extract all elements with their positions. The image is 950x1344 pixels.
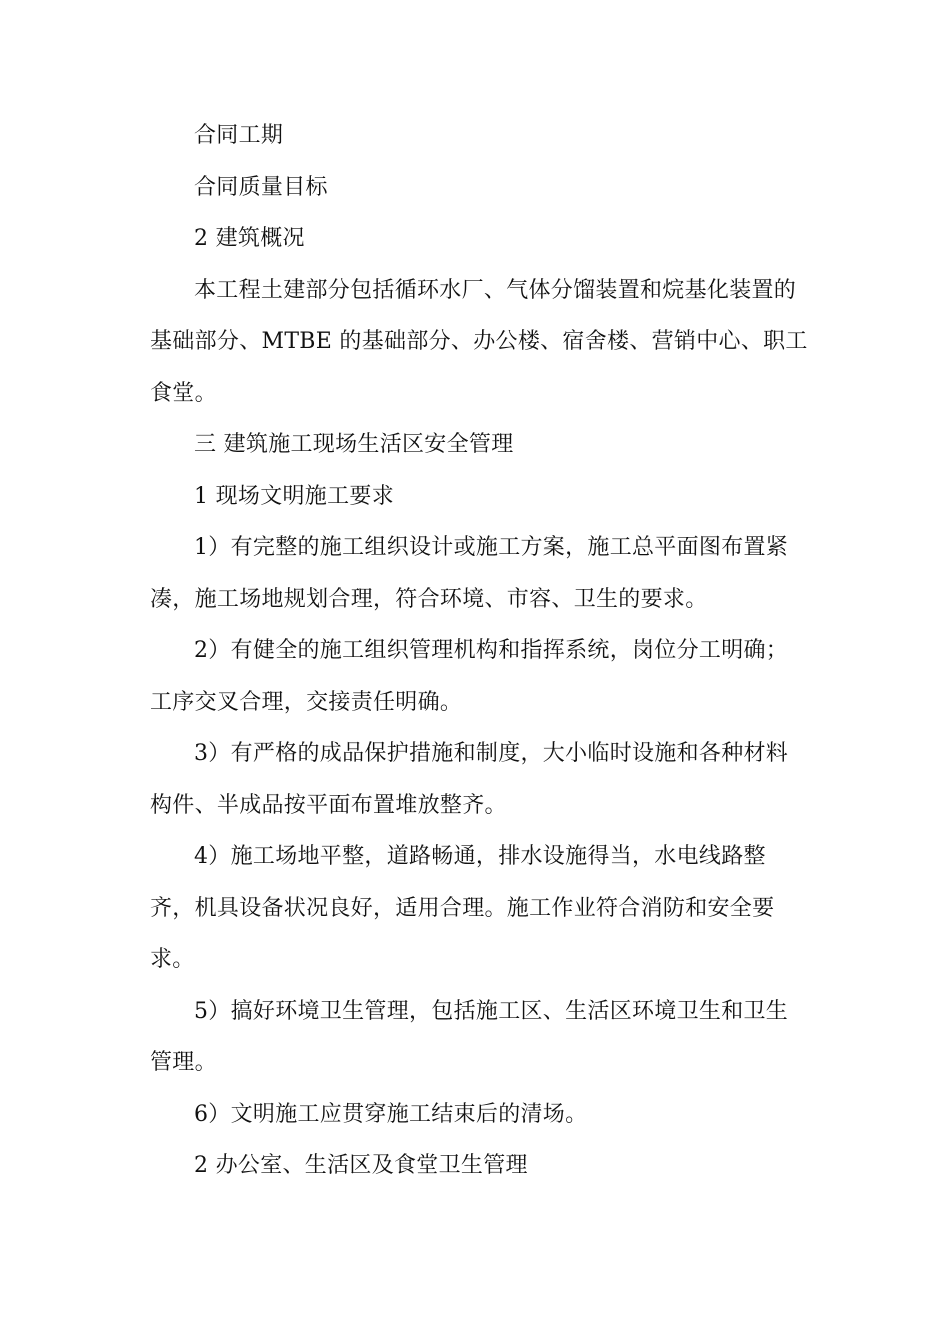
paragraph-line: 食堂。 <box>150 380 217 406</box>
contract-period-heading: 合同工期 <box>194 123 284 148</box>
list-item-1-continued: 凑，施工场地规划合理，符合环境、市容、卫生的要求。 <box>150 586 708 612</box>
list-item-3-continued: 构件、半成品按平面布置堆放整齐。 <box>150 792 507 818</box>
paragraph-line: 本工程土建部分包括循环水厂、气体分馏装置和烷基化装置的 <box>194 277 797 303</box>
document-body <box>150 110 810 1192</box>
section-heading-safety-management: 三 建筑施工现场生活区安全管理 <box>194 432 514 457</box>
list-item-5-continued: 管理。 <box>150 1050 217 1075</box>
list-item-2-continued: 工序交叉合理，交接责任明确。 <box>150 689 463 715</box>
list-item-2: 2）有健全的施工组织管理机构和指挥系统，岗位分工明确； <box>194 638 789 663</box>
section-heading-office-hygiene: 2 办公室、生活区及食堂卫生管理 <box>194 1153 528 1178</box>
section-heading-building-overview: 2 建筑概况 <box>194 226 305 251</box>
paragraph-line: 基础部分、MTBE 的基础部分、办公楼、宿舍楼、营销中心、职工 <box>150 329 808 354</box>
list-item-1: 1）有完整的施工组织设计或施工方案，施工总平面图布置紧 <box>194 535 789 560</box>
section-heading-civilized-construction: 1 现场文明施工要求 <box>194 483 394 509</box>
list-item-5: 5）搞好环境卫生管理，包括施工区、生活区环境卫生和卫生 <box>194 998 789 1024</box>
quality-target-heading: 合同质量目标 <box>194 174 328 200</box>
list-item-4-continued: 齐，机具设备状况良好，适用合理。施工作业符合消防和安全要 <box>150 895 775 921</box>
list-item-4: 4）施工场地平整，道路畅通，排水设施得当，水电线路整 <box>194 844 766 869</box>
list-item-3: 3）有严格的成品保护措施和制度，大小临时设施和各种材料 <box>194 741 789 766</box>
list-item-6: 6）文明施工应贯穿施工结束后的清场。 <box>194 1101 588 1127</box>
list-item-4-continued: 求。 <box>150 947 195 972</box>
